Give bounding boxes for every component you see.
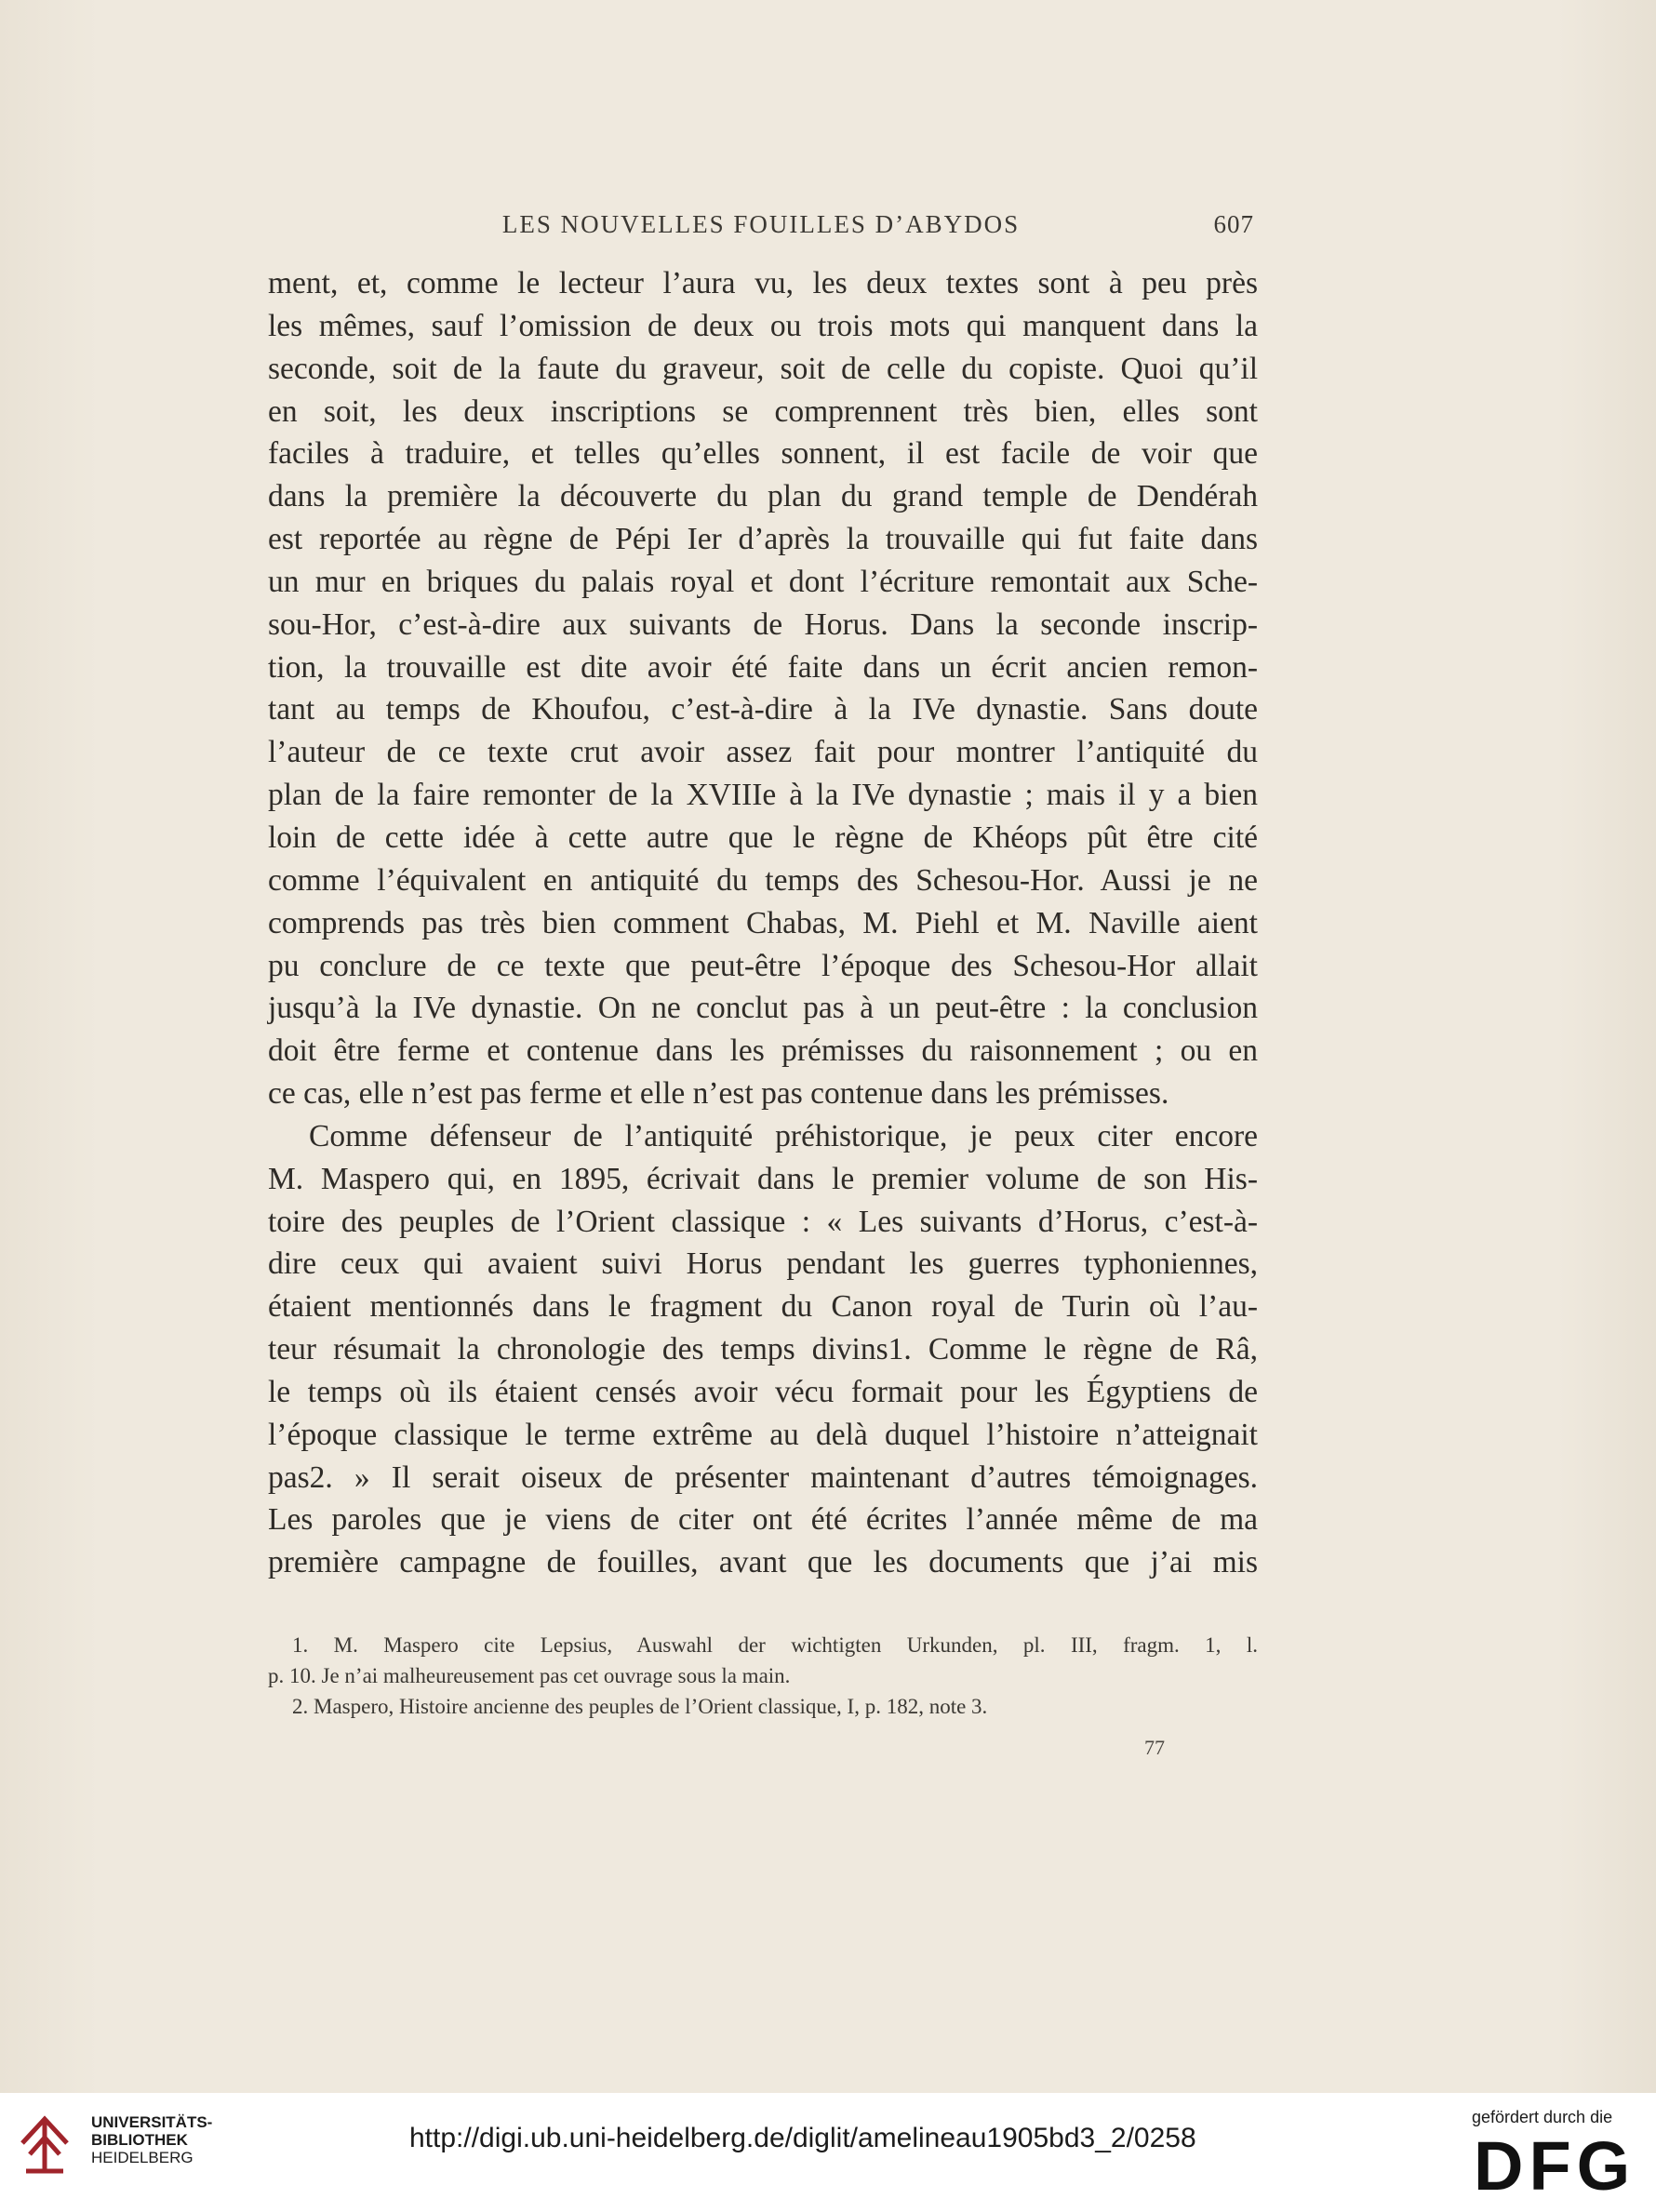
text-line: faciles à traduire, et telles qu’elles sonnent, il est facile de voir que bbox=[268, 436, 1258, 472]
text-line: tion, la trouvaille est dite avoir été faite dans un écrit ancien remon- bbox=[268, 649, 1258, 685]
running-head bbox=[268, 210, 1254, 247]
funder-caption: gefördert durch die bbox=[1472, 2108, 1613, 2126]
text-line: jusqu’à la IVe dynastie. On ne conclut pas à un peut-être : la conclusion bbox=[268, 991, 1258, 1026]
footnote-2: 2. Maspero, Histoire ancienne des peuples de l’Orient classique, I, p. 182, note 3. bbox=[292, 1695, 988, 1718]
permalink-url[interactable]: http://digi.ub.uni-heidelberg.de/diglit/amelineau1905bd3_2/0258 bbox=[409, 2123, 1196, 2153]
text-line: en soit, les deux inscriptions se comprennent très bien, elles sont bbox=[268, 393, 1258, 429]
library-name-line-1: UNIVERSITÄTS- bbox=[91, 2113, 213, 2131]
library-name-line-2: BIBLIOTHEK bbox=[91, 2131, 188, 2149]
text-line: le temps où ils étaient censés avoir vécu formait pour les Égyptiens de bbox=[268, 1374, 1258, 1409]
footnote-1: 1. M. Maspero cite Lepsius, Auswahl der wichtigten Urkunden, pl. III, fragm. 1, l. bbox=[292, 1633, 1258, 1657]
text-line: M. Maspero qui, en 1895, écrivait dans le premier volume de son His- bbox=[268, 1161, 1258, 1196]
library-name bbox=[91, 2113, 212, 2166]
running-title: LES NOUVELLES FOUILLES D’ABYDOS bbox=[501, 210, 1021, 238]
text-line: étaient mentionnés dans le fragment du Canon royal de Turin où l’au- bbox=[268, 1289, 1258, 1325]
signature-mark: 77 bbox=[1144, 1736, 1165, 1759]
page-number: 607 bbox=[1213, 210, 1254, 238]
text-line: comprends pas très bien comment Chabas, M. Piehl et M. Naville aient bbox=[268, 905, 1258, 940]
footnotes bbox=[268, 1630, 1258, 1722]
text-line: loin de cette idée à cette autre que le règne de Khéops pût être cité bbox=[268, 820, 1258, 855]
text-line: première campagne de fouilles, avant que les documents que j’ai mis bbox=[268, 1545, 1258, 1580]
text-line: comme l’équivalent en antiquité du temps des Schesou-Hor. Aussi je ne bbox=[268, 862, 1258, 898]
text-line: dans la première la découverte du plan du grand temple de Dendérah bbox=[268, 479, 1258, 514]
text-line: ce cas, elle n’est pas ferme et elle n’est pas contenue dans les prémisses. bbox=[268, 1076, 1169, 1112]
text-line: les mêmes, sauf l’omission de deux ou trois mots qui manquent dans la bbox=[268, 308, 1258, 343]
text-line: tant au temps de Khoufou, c’est-à-dire à la IVe dynastie. Sans doute bbox=[268, 692, 1258, 727]
body-text bbox=[268, 262, 1258, 1584]
text-line: est reportée au règne de Pépi Ier d’après la trouvaille qui fut faite dans bbox=[268, 522, 1258, 557]
text-line: seconde, soit de la faute du graveur, soit de celle du copiste. Quoi qu’il bbox=[268, 351, 1258, 386]
text-line: un mur en briques du palais royal et dont l’écriture remontait aux Sche- bbox=[268, 564, 1258, 599]
text-line: l’époque classique le terme extrême au delà duquel l’histoire n’atteignait bbox=[268, 1417, 1258, 1452]
text-line: teur résumait la chronologie des temps divins1. Comme le règne de Râ, bbox=[268, 1332, 1258, 1367]
text-line: plan de la faire remonter de la XVIIIe à la IVe dynastie ; mais il y a bien bbox=[268, 778, 1258, 813]
text-line: pas2. » Il serait oiseux de présenter maintenant d’autres témoignages. bbox=[268, 1459, 1258, 1495]
text-line: Les paroles que je viens de citer ont été écrites l’année même de ma bbox=[268, 1502, 1258, 1538]
text-line: sou-Hor, c’est-à-dire aux suivants de Horus. Dans la seconde inscrip- bbox=[268, 606, 1258, 642]
text-line: pu conclure de ce texte que peut-être l’époque des Schesou-Hor allait bbox=[268, 948, 1258, 983]
dfg-logo-icon: DFG bbox=[1474, 2127, 1636, 2205]
text-line: Comme défenseur de l’antiquité préhistorique, je peux citer encore bbox=[309, 1118, 1258, 1153]
text-line: l’auteur de ce texte crut avoir assez fait pour montrer l’antiquité du bbox=[268, 735, 1258, 770]
text-line: doit être ferme et contenue dans les prémisses du raisonnement ; ou en bbox=[268, 1033, 1258, 1069]
footnote-1-continued: p. 10. Je n’ai malheureusement pas cet ouvrage sous la main. bbox=[268, 1664, 791, 1687]
text-line: ment, et, comme le lecteur l’aura vu, les deux textes sont à peu près bbox=[268, 266, 1258, 300]
library-name-line-3: HEIDELBERG bbox=[91, 2149, 194, 2166]
text-line: toire des peuples de l’Orient classique : « Les suivants d’Horus, c’est-à- bbox=[268, 1204, 1258, 1239]
text-line: dire ceux qui avaient suivi Horus pendant les guerres typhoniennes, bbox=[268, 1246, 1258, 1282]
library-logo-icon bbox=[17, 2106, 74, 2179]
